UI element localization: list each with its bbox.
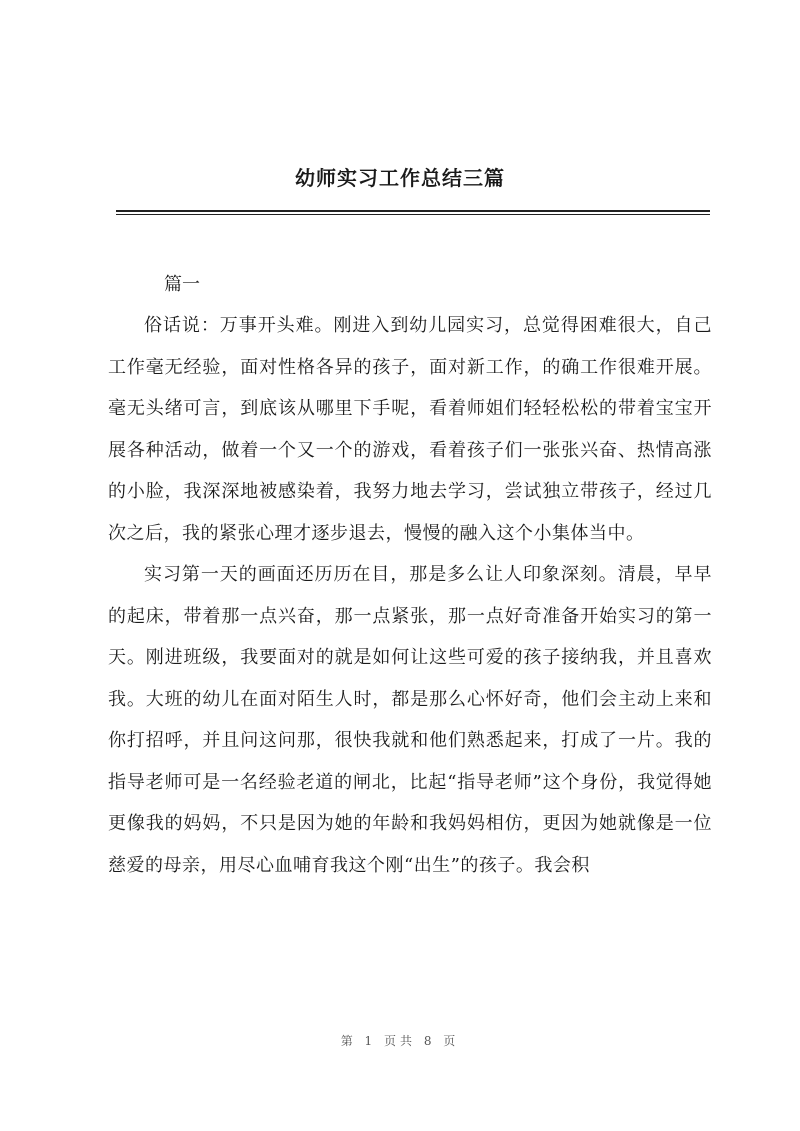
document-title: 幼师实习工作总结三篇 (295, 166, 505, 190)
document-body (108, 264, 712, 886)
title-divider (116, 210, 710, 212)
section-heading: 篇一 (164, 274, 200, 295)
body-paragraph-1: 俗话说：万事开头难。刚进入到幼儿园实习，总觉得困难很大，自己工作毫无经验，面对性格各异的孩子，面对新工作，的确工作很难开展。毫无头绪可言，到底该从哪里下手呢，看着师姐们轻轻松松的带着宝宝开展各种活动，做着一个又一个的游戏，看着孩子们一张张兴奋、热情高涨的小脸，我深深地被感染着，我努力地去学习，尝试独立带孩子，经过几次之后，我的紧张心理才逐步退去，慢慢的融入这个小集体当中。 (108, 315, 712, 544)
body-paragraph-2: 实习第一天的画面还历历在目，那是多么让人印象深刻。清晨，早早的起床，带着那一点兴奋，那一点紧张，那一点好奇准备开始实习的第一天。刚进班级，我要面对的就是如何让这些可爱的孩子接纳我，并且喜欢我。大班的幼儿在面对陌生人时，都是那么心怀好奇，他们会主动上来和你打招呼，并且问这问那，很快我就和他们熟悉起来，打成了一片。我的指导老师可是一名经验老道的闸北，比起“指导老师”这个身份，我觉得她更像我的妈妈，不只是因为她的年龄和我妈妈相仿，更因为她就像是一位慈爱的母亲，用尽心血哺育我这个刚“出生”的孩子。我会积 (108, 564, 712, 876)
page-number-footer: 第 1 页共 8 页 (340, 1034, 460, 1048)
